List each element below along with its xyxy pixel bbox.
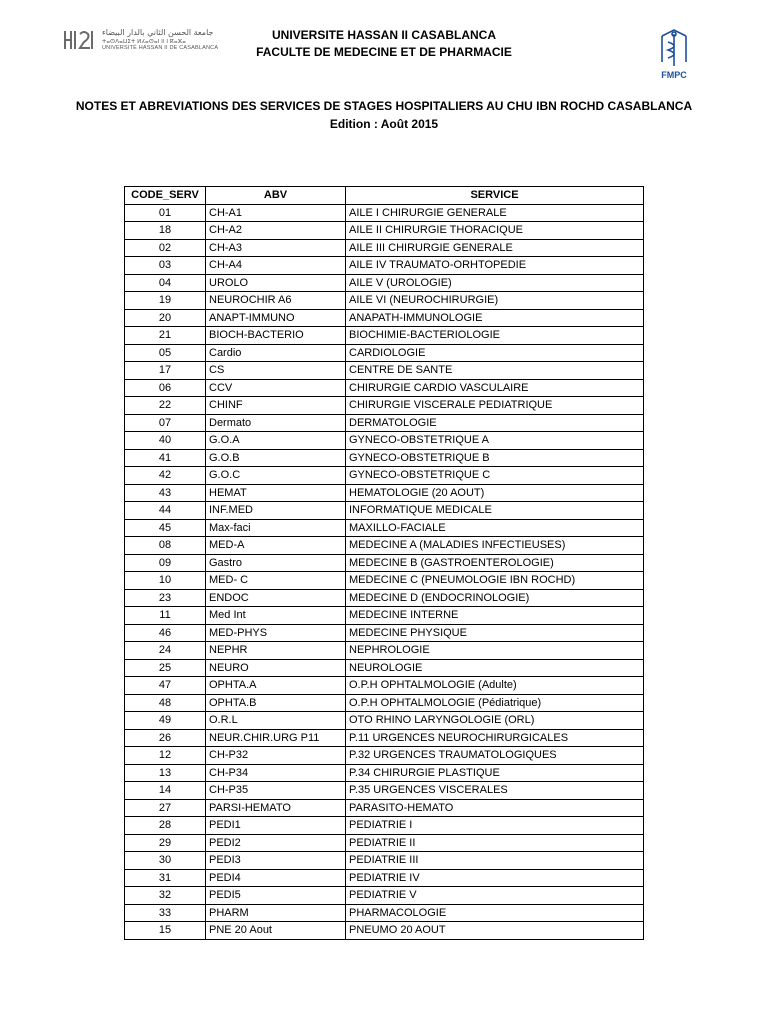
cell-code: 33 bbox=[125, 904, 206, 922]
cell-service: MEDECINE D (ENDOCRINOLOGIE) bbox=[346, 589, 644, 607]
table-row bbox=[125, 677, 644, 695]
cell-code: 40 bbox=[125, 432, 206, 450]
cell-service: GYNECO-OBSTETRIQUE C bbox=[346, 467, 644, 485]
cell-abbreviation: PEDI3 bbox=[206, 852, 346, 870]
cell-code: 21 bbox=[125, 327, 206, 345]
column-header-service: SERVICE bbox=[346, 187, 644, 205]
cell-abbreviation: G.O.C bbox=[206, 467, 346, 485]
cell-code: 18 bbox=[125, 222, 206, 240]
table-row bbox=[125, 782, 644, 800]
cell-abbreviation: Gastro bbox=[206, 554, 346, 572]
cell-abbreviation: CH-P35 bbox=[206, 782, 346, 800]
university-logo-arabic: جامعة الحسن الثاني بالدار البيضاء bbox=[102, 28, 214, 37]
cell-code: 43 bbox=[125, 484, 206, 502]
cell-service: BIOCHIMIE-BACTERIOLOGIE bbox=[346, 327, 644, 345]
cell-code: 13 bbox=[125, 764, 206, 782]
table-row bbox=[125, 362, 644, 380]
table-row bbox=[125, 327, 644, 345]
table-row bbox=[125, 467, 644, 485]
table-row bbox=[125, 624, 644, 642]
cell-code: 06 bbox=[125, 379, 206, 397]
cell-service: AILE I CHIRURGIE GENERALE bbox=[346, 204, 644, 222]
cell-abbreviation: CS bbox=[206, 362, 346, 380]
table-row bbox=[125, 869, 644, 887]
cell-abbreviation: MED-PHYS bbox=[206, 624, 346, 642]
cell-service: MAXILLO-FACIALE bbox=[346, 519, 644, 537]
cell-abbreviation: Dermato bbox=[206, 414, 346, 432]
fmpc-label: FMPC bbox=[661, 70, 687, 80]
table-row bbox=[125, 222, 644, 240]
cell-code: 24 bbox=[125, 642, 206, 660]
cell-service: O.P.H OPHTALMOLOGIE (Pédiatrique) bbox=[346, 694, 644, 712]
table-row bbox=[125, 852, 644, 870]
edition-label: Edition : Août 2015 bbox=[329, 117, 439, 131]
table-row bbox=[125, 922, 644, 940]
cell-code: 22 bbox=[125, 397, 206, 415]
cell-service: P.35 URGENCES VISCERALES bbox=[346, 782, 644, 800]
table-row bbox=[125, 379, 644, 397]
cell-code: 48 bbox=[125, 694, 206, 712]
cell-code: 19 bbox=[125, 292, 206, 310]
cell-abbreviation: BIOCH-BACTERIO bbox=[206, 327, 346, 345]
cell-service: O.P.H OPHTALMOLOGIE (Adulte) bbox=[346, 677, 644, 695]
cell-code: 23 bbox=[125, 589, 206, 607]
services-table bbox=[124, 186, 644, 940]
cell-abbreviation: NEUR.CHIR.URG P11 bbox=[206, 729, 346, 747]
table-row bbox=[125, 729, 644, 747]
cell-service: P.34 CHIRURGIE PLASTIQUE bbox=[346, 764, 644, 782]
cell-abbreviation: CH-P34 bbox=[206, 764, 346, 782]
cell-service: PARASITO-HEMATO bbox=[346, 799, 644, 817]
table-row bbox=[125, 309, 644, 327]
table-row bbox=[125, 747, 644, 765]
cell-service: ANAPATH-IMMUNOLOGIE bbox=[346, 309, 644, 327]
table-row bbox=[125, 572, 644, 590]
cell-abbreviation: G.O.B bbox=[206, 449, 346, 467]
cell-abbreviation: OPHTA.B bbox=[206, 694, 346, 712]
cell-service: PEDIATRIE I bbox=[346, 817, 644, 835]
table-row bbox=[125, 834, 644, 852]
cell-abbreviation: PEDI2 bbox=[206, 834, 346, 852]
cell-service: OTO RHINO LARYNGOLOGIE (ORL) bbox=[346, 712, 644, 730]
cell-code: 26 bbox=[125, 729, 206, 747]
cell-abbreviation: PNE 20 Aout bbox=[206, 922, 346, 940]
cell-abbreviation: ANAPT-IMMUNO bbox=[206, 309, 346, 327]
cell-abbreviation: PARSI-HEMATO bbox=[206, 799, 346, 817]
cell-abbreviation: G.O.A bbox=[206, 432, 346, 450]
table-row bbox=[125, 799, 644, 817]
cell-service: AILE II CHIRURGIE THORACIQUE bbox=[346, 222, 644, 240]
cell-service: PNEUMO 20 AOUT bbox=[346, 922, 644, 940]
table-row bbox=[125, 257, 644, 275]
table-row bbox=[125, 712, 644, 730]
cell-service: GYNECO-OBSTETRIQUE B bbox=[346, 449, 644, 467]
table-row bbox=[125, 659, 644, 677]
cell-code: 41 bbox=[125, 449, 206, 467]
cell-service: MEDECINE B (GASTROENTEROLOGIE) bbox=[346, 554, 644, 572]
cell-service: NEUROLOGIE bbox=[346, 659, 644, 677]
cell-abbreviation: NEPHR bbox=[206, 642, 346, 660]
cell-abbreviation: PEDI5 bbox=[206, 887, 346, 905]
cell-abbreviation: PEDI1 bbox=[206, 817, 346, 835]
table-row bbox=[125, 694, 644, 712]
cell-service: MEDECINE A (MALADIES INFECTIEUSES) bbox=[346, 537, 644, 555]
cell-abbreviation: CH-A2 bbox=[206, 222, 346, 240]
table-row bbox=[125, 642, 644, 660]
table-row bbox=[125, 484, 644, 502]
table-row bbox=[125, 607, 644, 625]
cell-code: 44 bbox=[125, 502, 206, 520]
cell-code: 32 bbox=[125, 887, 206, 905]
cell-abbreviation: PEDI4 bbox=[206, 869, 346, 887]
cell-abbreviation: CH-A3 bbox=[206, 239, 346, 257]
cell-code: 30 bbox=[125, 852, 206, 870]
faculty-title: FACULTE DE MEDECINE ET DE PHARMACIE bbox=[256, 45, 512, 59]
cell-code: 42 bbox=[125, 467, 206, 485]
table-row bbox=[125, 239, 644, 257]
cell-abbreviation: PHARM bbox=[206, 904, 346, 922]
cell-service: CARDIOLOGIE bbox=[346, 344, 644, 362]
cell-service: AILE V (UROLOGIE) bbox=[346, 274, 644, 292]
cell-code: 20 bbox=[125, 309, 206, 327]
cell-code: 27 bbox=[125, 799, 206, 817]
table-row bbox=[125, 764, 644, 782]
cell-abbreviation: ENDOC bbox=[206, 589, 346, 607]
cell-abbreviation: Max-faci bbox=[206, 519, 346, 537]
cell-code: 07 bbox=[125, 414, 206, 432]
cell-abbreviation: CH-P32 bbox=[206, 747, 346, 765]
cell-code: 49 bbox=[125, 712, 206, 730]
cell-code: 17 bbox=[125, 362, 206, 380]
cell-code: 11 bbox=[125, 607, 206, 625]
table-row bbox=[125, 204, 644, 222]
table-body bbox=[125, 204, 644, 939]
cell-service: PEDIATRIE II bbox=[346, 834, 644, 852]
table-row bbox=[125, 537, 644, 555]
cell-code: 15 bbox=[125, 922, 206, 940]
cell-abbreviation: UROLO bbox=[206, 274, 346, 292]
university-logo-latin: UNIVERSITÉ HASSAN II DE CASABLANCA bbox=[102, 45, 219, 51]
cell-service: DERMATOLOGIE bbox=[346, 414, 644, 432]
university-title: UNIVERSITE HASSAN II CASABLANCA bbox=[271, 28, 496, 42]
cell-code: 01 bbox=[125, 204, 206, 222]
cell-abbreviation: CH-A1 bbox=[206, 204, 346, 222]
cell-code: 12 bbox=[125, 747, 206, 765]
cell-service: CHIRURGIE CARDIO VASCULAIRE bbox=[346, 379, 644, 397]
cell-service: MEDECINE INTERNE bbox=[346, 607, 644, 625]
cell-code: 31 bbox=[125, 869, 206, 887]
table-row bbox=[125, 292, 644, 310]
table-row bbox=[125, 589, 644, 607]
cell-code: 10 bbox=[125, 572, 206, 590]
cell-code: 45 bbox=[125, 519, 206, 537]
table-row bbox=[125, 554, 644, 572]
cell-code: 28 bbox=[125, 817, 206, 835]
cell-service: MEDECINE C (PNEUMOLOGIE IBN ROCHD) bbox=[346, 572, 644, 590]
cell-code: 25 bbox=[125, 659, 206, 677]
cell-abbreviation: Med Int bbox=[206, 607, 346, 625]
cell-abbreviation: OPHTA.A bbox=[206, 677, 346, 695]
cell-service: INFORMATIQUE MEDICALE bbox=[346, 502, 644, 520]
cell-code: 29 bbox=[125, 834, 206, 852]
cell-abbreviation: CHINF bbox=[206, 397, 346, 415]
cell-abbreviation: O.R.L bbox=[206, 712, 346, 730]
table-header-row bbox=[125, 187, 644, 205]
cell-code: 46 bbox=[125, 624, 206, 642]
table-row bbox=[125, 449, 644, 467]
cell-service: GYNECO-OBSTETRIQUE A bbox=[346, 432, 644, 450]
cell-service: AILE VI (NEUROCHIRURGIE) bbox=[346, 292, 644, 310]
cell-service: PEDIATRIE III bbox=[346, 852, 644, 870]
cell-service: AILE III CHIRURGIE GENERALE bbox=[346, 239, 644, 257]
cell-abbreviation: CH-A4 bbox=[206, 257, 346, 275]
cell-code: 05 bbox=[125, 344, 206, 362]
table-row bbox=[125, 519, 644, 537]
cell-abbreviation: Cardio bbox=[206, 344, 346, 362]
cell-service: AILE IV TRAUMATO-ORHTOPEDIE bbox=[346, 257, 644, 275]
cell-code: 08 bbox=[125, 537, 206, 555]
table-row bbox=[125, 432, 644, 450]
cell-abbreviation: MED- C bbox=[206, 572, 346, 590]
cell-service: CENTRE DE SANTE bbox=[346, 362, 644, 380]
cell-service: P.11 URGENCES NEUROCHIRURGICALES bbox=[346, 729, 644, 747]
cell-service: PHARMACOLOGIE bbox=[346, 904, 644, 922]
column-header-code: CODE_SERV bbox=[125, 187, 206, 205]
document-title: NOTES ET ABREVIATIONS DES SERVICES DE STAGES HOSPITALIERS AU CHU IBN ROCHD CASABLANCA bbox=[75, 99, 693, 113]
cell-service: CHIRURGIE VISCERALE PEDIATRIQUE bbox=[346, 397, 644, 415]
cell-abbreviation: HEMAT bbox=[206, 484, 346, 502]
table-row bbox=[125, 502, 644, 520]
cell-code: 47 bbox=[125, 677, 206, 695]
column-header-abv: ABV bbox=[206, 187, 346, 205]
table-row bbox=[125, 274, 644, 292]
cell-code: 02 bbox=[125, 239, 206, 257]
university-logo-tifinagh: ⵜⴰⵙⴷⴰⵡⵉⵜ ⵍⵃⴰⵙⴰⵏ II ⵏ ⴽⴰⵣⴰ bbox=[102, 39, 186, 45]
cell-abbreviation: CCV bbox=[206, 379, 346, 397]
cell-code: 14 bbox=[125, 782, 206, 800]
cell-abbreviation: NEURO bbox=[206, 659, 346, 677]
cell-service: PEDIATRIE V bbox=[346, 887, 644, 905]
cell-service: NEPHROLOGIE bbox=[346, 642, 644, 660]
cell-abbreviation: NEUROCHIR A6 bbox=[206, 292, 346, 310]
cell-service: PEDIATRIE IV bbox=[346, 869, 644, 887]
cell-code: 03 bbox=[125, 257, 206, 275]
cell-code: 04 bbox=[125, 274, 206, 292]
table-row bbox=[125, 397, 644, 415]
table-row bbox=[125, 887, 644, 905]
table-row bbox=[125, 414, 644, 432]
table-row bbox=[125, 904, 644, 922]
cell-service: HEMATOLOGIE (20 AOUT) bbox=[346, 484, 644, 502]
cell-code: 09 bbox=[125, 554, 206, 572]
cell-abbreviation: INF.MED bbox=[206, 502, 346, 520]
cell-abbreviation: MED-A bbox=[206, 537, 346, 555]
cell-service: MEDECINE PHYSIQUE bbox=[346, 624, 644, 642]
table-row bbox=[125, 344, 644, 362]
table-row bbox=[125, 817, 644, 835]
cell-service: P.32 URGENCES TRAUMATOLOGIQUES bbox=[346, 747, 644, 765]
